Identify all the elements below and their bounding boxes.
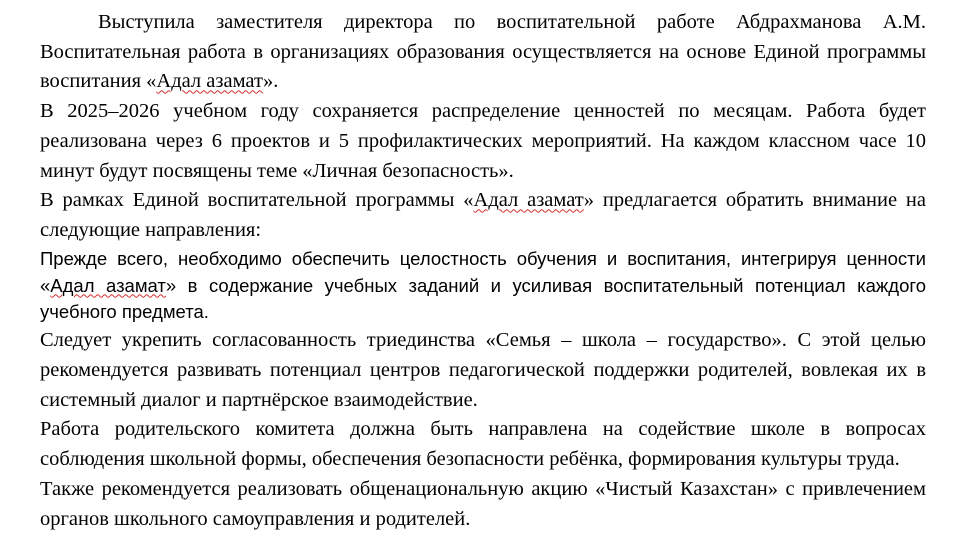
text-run: Выступила заместителя директора по воспитательной работе Абдрахманова А.М. Воспитательная работа в организациях образования осуществляется на основе Единой программы воспитания « (40, 11, 926, 93)
paragraph (40, 97, 926, 186)
paragraph (40, 475, 926, 534)
text-run: » предлагается обратить внимание на следующие направления: (40, 189, 926, 242)
text-run: Также рекомендуется реализовать общенациональную акцию «Чистый Казахстан» с привлечением органов школьного самоуправления и родителей. (40, 477, 926, 530)
text-run: В 2025–2026 учебном году сохраняется распределение ценностей по месяцам. Работа будет реализована через 6 проектов и 5 профилактических мероприятий. На каждом классном часе 10 минут будут посвящены теме «Личная безопасность». (40, 100, 926, 182)
text-run: В рамках Единой воспитательной программы « (40, 189, 474, 212)
spellcheck-text-run: Адал азамат (156, 70, 263, 93)
document-text-body[interactable] (40, 8, 926, 534)
paragraph (40, 326, 926, 415)
text-run: Прежде всего, необходимо обеспечить целостность обучения и воспитания, интегрируя ценности « (40, 247, 926, 296)
paragraph (40, 186, 926, 245)
text-run: Работа родительского комитета должна быть направлена на содействие школе в вопросах соблюдения школьной формы, обеспечения безопасности ребёнка, формирования культуры труда. (40, 418, 926, 471)
spellcheck-text-run: Адал азамат (473, 189, 584, 212)
text-run: ». (262, 70, 279, 93)
spellcheck-text-run: Адал азамат (50, 274, 166, 296)
paragraph (40, 8, 926, 97)
text-run: » в содержание учебных заданий и усиливая воспитательный потенциал каждого учебного предмета. (40, 274, 926, 323)
text-run: Следует укрепить согласованность триединства «Семья – школа – государство». С этой целью рекомендуется развивать потенциал центров педагогической поддержки родителей, вовлекая их в системный диалог и партнёрское взаимодействие. (40, 329, 926, 411)
paragraph (40, 246, 926, 326)
paragraph (40, 415, 926, 474)
